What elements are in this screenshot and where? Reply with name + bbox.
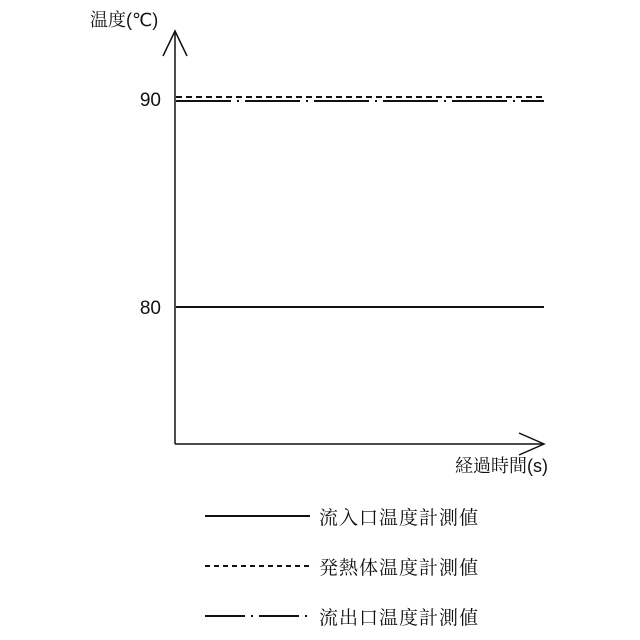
- y-axis-title: 温度(℃): [90, 10, 159, 30]
- y-tick-label-90: 90: [139, 90, 161, 111]
- legend-line-sample-dashed-icon: [205, 553, 310, 579]
- legend: [0, 503, 640, 640]
- legend-line-sample-dashdot-icon: [205, 603, 310, 629]
- legend-line-sample-solid-icon: [205, 503, 310, 529]
- legend-label: 流出口温度計測値: [319, 607, 480, 629]
- legend-item-heater: [205, 553, 640, 579]
- x-axis-title: 経過時間(s): [455, 456, 548, 476]
- legend-item-outlet: [205, 603, 640, 629]
- legend-label: 流入口温度計測値: [319, 507, 480, 529]
- legend-item-inlet: [205, 503, 640, 529]
- legend-label: 発熱体温度計測値: [319, 557, 480, 579]
- y-tick-label-80: 80: [139, 298, 161, 319]
